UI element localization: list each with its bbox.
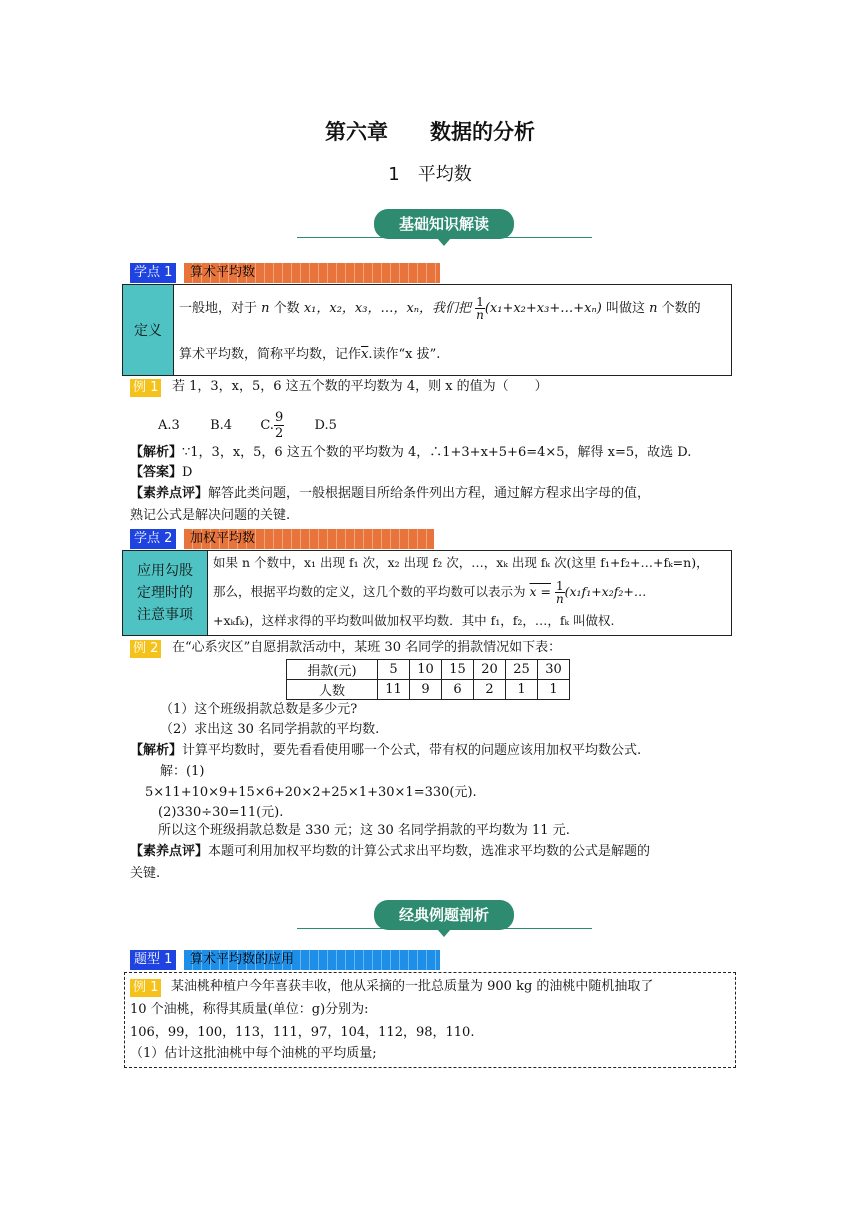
question-1: （1）这个班级捐款总数是多少元? <box>160 702 358 717</box>
weighted-line-3: +xₖfₖ)，这样求得的平均数叫做加权平均数．其中 f₁，f₂，…，fₖ 叫做权. <box>213 613 615 628</box>
example-answer: 【答案】D <box>130 465 193 480</box>
example-analysis: 【解析】计算平均数时，要先看看使用哪一个公式，带有权的问题应该用加权平均数公式. <box>130 743 642 758</box>
example-question: 若 1，3，x，5，6 这五个数的平均数为 4，则 x 的值为（ ） <box>172 379 548 394</box>
example-comment-1: 【素养点评】本题可利用加权平均数的计算公式求出平均数，选准求平均数的公式是解题的 <box>130 844 651 859</box>
table-cell: 15 <box>442 660 474 680</box>
banner-pointer <box>437 238 451 246</box>
option-c: C. $\frac{9}{2}$ <box>260 410 284 441</box>
section-banner-basics: 基础知识解读 <box>374 209 514 239</box>
example-question: 在“心系灾区”自愿捐款活动中，某班 30 名同学的捐款情况如下表： <box>172 640 562 655</box>
option-b: B.4 <box>210 418 233 433</box>
banner-pointer <box>437 929 451 937</box>
example-analysis: 【解析】∵1，3，x，5，6 这五个数的平均数为 4，∴1+3+x+5+6=4×5，解得 x=5，故选 D. <box>130 445 692 460</box>
weighted-side-label: 应用勾股 定理时的 注意事项 <box>123 551 208 635</box>
solution-line-2: 5×11+10×9+15×6+20×2+25×1+30×1=330(元). <box>145 785 477 800</box>
example-comment-2: 熟记公式是解决问题的关键. <box>130 508 291 523</box>
type-example-line-2: 10 个油桃，称得其质量(单位：g)分别为: <box>130 1002 369 1017</box>
type-example-line-1: 某油桃种植户今年喜获丰收，他从采摘的一批总质量为 900 kg 的油桃中随机抽取了 <box>171 979 654 994</box>
table-cell: 20 <box>474 660 506 680</box>
example-tag: 例 1 <box>130 979 161 997</box>
type-example-box <box>124 972 736 1068</box>
definition-label: 定义 <box>123 285 174 375</box>
table-cell: 2 <box>474 680 506 700</box>
chapter-title: 第六章 数据的分析 <box>325 120 535 144</box>
option-d: D.5 <box>314 418 337 433</box>
option-a: A.3 <box>158 418 180 433</box>
table-cell: 25 <box>506 660 538 680</box>
type-example-line-3: 106，99，100，113，111，97，104，112，98，110. <box>130 1025 475 1040</box>
table-cell: 1 <box>538 680 570 700</box>
weighted-line-2: 那么，根据平均数的定义，这几个数的平均数可以表示为 x = $\frac{1}{n}$ (x₁f₁+x₂f₂+… <box>213 579 647 606</box>
example-comment-2: 关键. <box>130 866 161 881</box>
table-cell: 30 <box>538 660 570 680</box>
table-cell: 6 <box>442 680 474 700</box>
solution-line-4: 所以这个班级捐款总数是 330 元；这 30 名同学捐款的平均数为 11 元. <box>158 823 570 838</box>
example-tag: 例 2 <box>130 640 161 658</box>
question-2: （2）求出这 30 名同学捐款的平均数. <box>160 722 380 737</box>
table-row <box>287 660 570 680</box>
point-title: 加权平均数 <box>184 529 434 549</box>
table-row <box>287 680 570 700</box>
fraction-one-over-n: $\frac{1}{n}$ <box>476 295 484 322</box>
section-banner-examples: 经典例题剖析 <box>374 900 514 930</box>
type-title: 算术平均数的应用 <box>184 950 440 970</box>
fraction-one-over-n: $\frac{1}{n}$ <box>555 579 564 606</box>
definition-box <box>122 284 732 376</box>
section-title: 1 平均数 <box>388 164 472 185</box>
table-cell: 11 <box>378 680 410 700</box>
example-comment-1: 【素养点评】解答此类问题，一般根据题目所给条件列出方程，通过解方程求出字母的值， <box>130 486 651 501</box>
solution-line-3: (2)330÷30=11(元). <box>158 805 284 820</box>
table-cell: 1 <box>506 680 538 700</box>
table-cell: 5 <box>378 660 410 680</box>
definition-line-2: 算术平均数，简称平均数，记作$\overline{x}$.读作“x 拔”. <box>179 347 441 362</box>
point-tag: 学点 1 <box>130 263 176 283</box>
table-header-cell: 捐款(元) <box>287 660 378 680</box>
table-cell: 10 <box>410 660 442 680</box>
type-example-line-4: （1）估计这批油桃中每个油桃的平均质量; <box>130 1046 377 1061</box>
definition-line-1: 一般地，对于 n 个数 x₁，x₂，x₃，…，xₙ，我们把 $\frac{1}{n}$ (x₁+x₂+x₃+…+xₙ) 叫做这 n 个数的 <box>179 295 701 322</box>
table-header-cell: 人数 <box>287 680 378 700</box>
example-options <box>158 410 558 441</box>
solution-line-1: 解：(1) <box>160 764 205 779</box>
type-tag: 题型 1 <box>130 950 176 970</box>
example-tag: 例 1 <box>130 379 161 397</box>
donation-table <box>286 659 570 700</box>
point-tag: 学点 2 <box>130 529 176 549</box>
weighted-definition-box <box>122 550 732 636</box>
weighted-line-1: 如果 n 个数中，x₁ 出现 f₁ 次，x₂ 出现 f₂ 次，…，xₖ 出现 fₖ 次(这里 f₁+f₂+…+fₖ=n)， <box>213 555 709 570</box>
point-title: 算术平均数 <box>184 263 440 283</box>
table-cell: 9 <box>410 680 442 700</box>
